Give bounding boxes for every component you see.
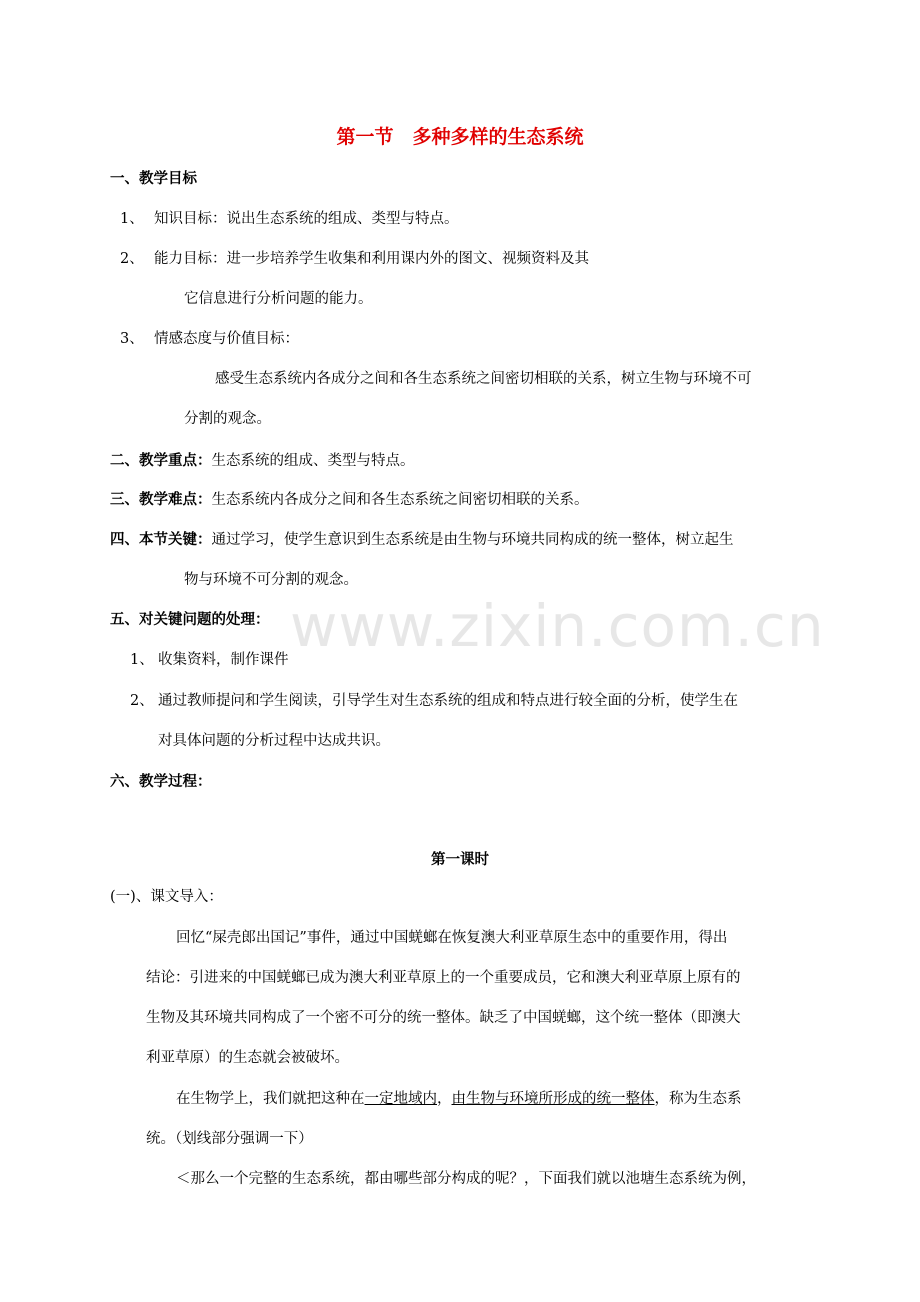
handling-item-2-number: 2、 <box>130 693 154 709</box>
lesson-title: 第一课时 <box>431 852 489 868</box>
handling-item-2-continuation: 对具体问题的分析过程中达成共识。 <box>158 733 390 749</box>
objective-2-text: 能力目标：进一步培养学生收集和利用课内外的图文、视频资料及其 <box>154 251 589 267</box>
definition-text-b: ， <box>437 1091 452 1107</box>
objective-1-number: 1、 <box>120 211 144 227</box>
intro-paragraph-line-4: 利亚草原）的生态就会被破坏。 <box>146 1050 349 1066</box>
handling-item-2-text: 通过教师提问和学生阅读，引导学生对生态系统的组成和特点进行较全面的分析，使学生在 <box>158 693 738 709</box>
objective-3-paragraph-line-2: 分割的观念。 <box>184 411 271 427</box>
intro-paragraph-line-2: 结论：引进来的中国蜣螂已成为澳大利亚草原上的一个重要成员，它和澳大利亚草原上原有的 <box>146 970 741 986</box>
section-6-heading: 六、教学过程： <box>110 774 212 790</box>
definition-underline-2: 由生物与环境所形成的统一整体 <box>451 1091 655 1107</box>
objective-3 <box>120 329 299 349</box>
definition-underline-1: 一定地域内 <box>364 1091 437 1107</box>
intro-paragraph-line-1: 回忆“屎壳郎出国记”事件，通过中国蜣螂在恢复澳大利亚草原生态中的重要作用，得出 <box>176 930 728 946</box>
objective-2-continuation: 它信息进行分析问题的能力。 <box>184 291 373 307</box>
handling-item-2 <box>130 691 738 711</box>
section-2 <box>110 451 415 471</box>
section-1-heading: 一、教学目标 <box>110 171 197 187</box>
watermark: www.zixin.com.cn <box>290 592 825 660</box>
section-4-text: 通过学习，使学生意识到生态系统是由生物与环境共同构成的统一整体，树立起生 <box>211 532 734 548</box>
section-4-continuation: 物与环境不可分割的观念。 <box>184 572 358 588</box>
page-title: 第一节 多种多样的生态系统 <box>336 126 584 148</box>
objective-1 <box>120 209 459 229</box>
section-3-label: 三、教学难点： <box>110 492 212 508</box>
question-paragraph-line-1: ＜那么一个完整的生态系统，都由哪些部分构成的呢？，下面我们就以池塘生态系统为例， <box>176 1171 756 1187</box>
objective-3-text: 情感态度与价值目标： <box>154 331 299 347</box>
objective-2 <box>120 249 589 269</box>
definition-paragraph-line-1 <box>176 1089 742 1109</box>
lesson-subheading: (一)、课文导入： <box>110 889 223 905</box>
section-3-text: 生态系统内各成分之间和各生态系统之间密切相联的关系。 <box>211 492 589 508</box>
handling-item-1-number: 1、 <box>130 652 154 668</box>
objective-3-paragraph-line-1: 感受生态系统内各成分之间和各生态系统之间密切相联的关系，树立生物与环境不可 <box>215 371 752 387</box>
intro-paragraph-line-3: 生物及其环境共同构成了一个密不可分的统一整体。缺乏了中国蜣螂，这个统一整体（即澳大 <box>146 1010 741 1026</box>
definition-text-a: 在生物学上，我们就把这种在 <box>176 1091 365 1107</box>
section-4-label: 四、本节关键： <box>110 532 212 548</box>
section-4 <box>110 530 734 550</box>
section-5-heading: 五、对关键问题的处理： <box>110 612 270 628</box>
objective-2-number: 2、 <box>120 251 144 267</box>
section-3 <box>110 490 589 510</box>
definition-paragraph-line-2: 统。（划线部分强调一下） <box>146 1131 313 1147</box>
handling-item-1-text: 收集资料，制作课件 <box>158 652 289 668</box>
definition-text-c: ，称为生态系 <box>654 1091 742 1107</box>
objective-1-text: 知识目标：说出生态系统的组成、类型与特点。 <box>154 211 459 227</box>
handling-item-1 <box>130 650 289 670</box>
objective-3-number: 3、 <box>120 331 144 347</box>
section-2-label: 二、教学重点： <box>110 453 212 469</box>
section-2-text: 生态系统的组成、类型与特点。 <box>211 453 415 469</box>
